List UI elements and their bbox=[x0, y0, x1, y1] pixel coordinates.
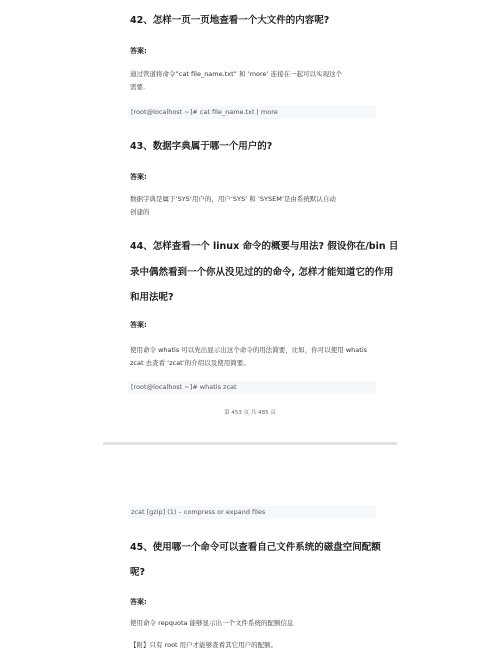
note-line: 【附】只有 root 用户才能够查看其它用户的配额。 bbox=[130, 641, 278, 649]
answer-line: 使用命令 repquota 能够显示出一个文件系统的配额信息 bbox=[130, 619, 294, 627]
answer-line: 使用命令 whatis 可以先出显示出这个命令的用法简要，比如，你可以使用 whatis bbox=[130, 346, 368, 354]
answer-line: 需要. bbox=[130, 83, 146, 91]
answer-text bbox=[130, 617, 380, 652]
code-block: zcat [gzip] (1) – compress or expand files bbox=[128, 506, 376, 519]
answer-label: 答案: bbox=[130, 598, 147, 606]
code-block: [root@localhost ~]# cat file_name.txt | more bbox=[128, 106, 376, 119]
answer-text bbox=[130, 68, 380, 94]
answer-text bbox=[130, 344, 380, 370]
code-block: [root@localhost ~]# whatis zcat bbox=[128, 381, 376, 394]
question-45-title-line: 呢? bbox=[130, 567, 146, 578]
answer-line: zcat 去查看 ‘zcat’的介绍以及使用简要。 bbox=[130, 359, 250, 367]
answer-line: 创建的 bbox=[130, 208, 150, 216]
question-42-title: 42、怎样一页一页地查看一个大文件的内容呢? bbox=[130, 15, 330, 26]
question-44-title-line: 44、怎样查看一个 linux 命令的概要与用法? 假设你在/bin 目 bbox=[130, 241, 399, 252]
answer-text bbox=[130, 193, 380, 219]
answer-label: 答案: bbox=[130, 47, 147, 55]
answer-line: 通过管道将命令”cat file_name.txt” 和 ’more’ 连接在一起可以实现这个 bbox=[130, 70, 343, 78]
answer-label: 答案: bbox=[130, 321, 147, 329]
page-number: 第 453 页 共 485 页 bbox=[224, 410, 276, 416]
question-44-title-line: 和用法呢? bbox=[130, 292, 174, 303]
answer-line: 数据字典是属于’SYS’用户的，用户‘SYS’ 和 ’SYSEM’是由系统默认自动 bbox=[130, 195, 336, 203]
page-break-divider bbox=[103, 442, 397, 445]
question-45-title-line: 45、使用哪一个命令可以查看自己文件系统的磁盘空间配额 bbox=[130, 542, 381, 553]
answer-label: 答案: bbox=[130, 173, 147, 181]
question-43-title: 43、数据字典属于哪一个用户的? bbox=[130, 141, 273, 152]
question-44-title-line: 录中偶然看到一个你从没见过的的命令, 怎样才能知道它的作用 bbox=[130, 267, 394, 278]
